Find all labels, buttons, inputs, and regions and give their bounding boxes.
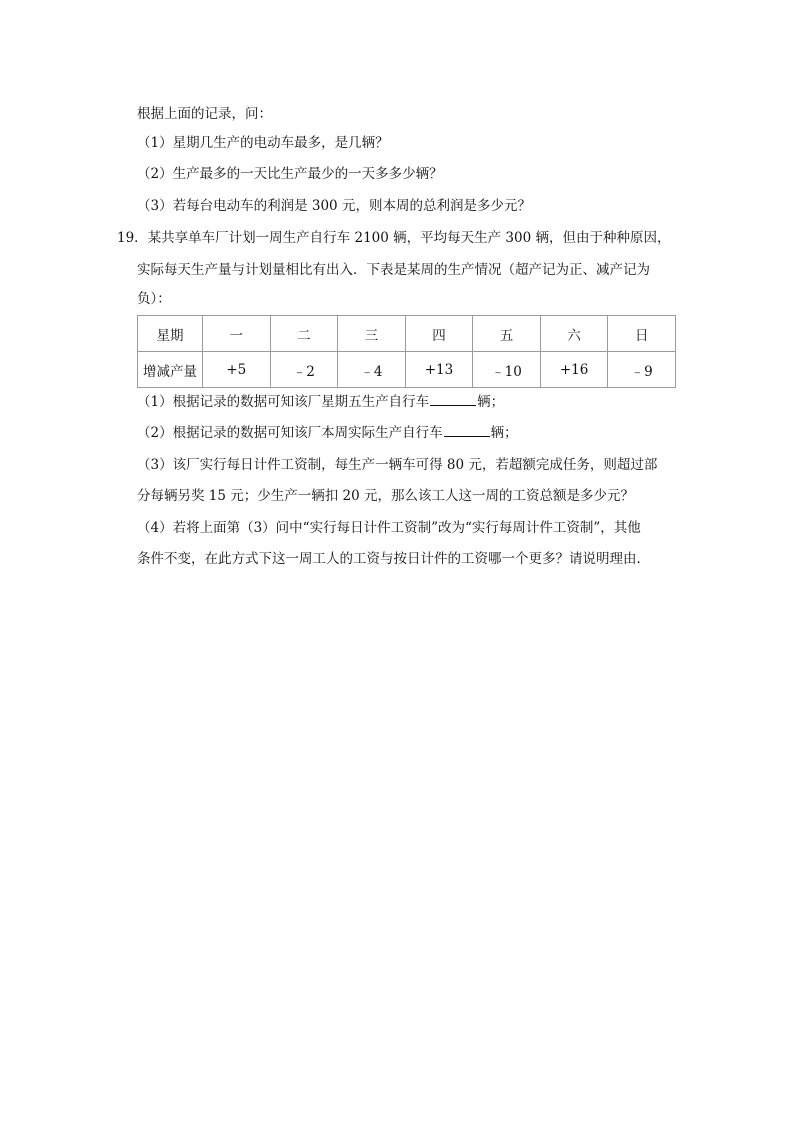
answer-blank-1	[430, 392, 476, 406]
table-day: 五	[473, 316, 541, 352]
question-2-text: （2）根据记录的数据可知该厂本周实际生产自行车	[137, 425, 443, 441]
table-day: 二	[270, 316, 338, 352]
question-1-text: （1）根据记录的数据可知该厂星期五生产自行车	[137, 394, 430, 410]
table-header-row	[138, 316, 676, 352]
prev-question-1: （1）星期几生产的电动车最多，是几辆？	[137, 135, 389, 151]
table-row-label: 增减产量	[138, 352, 203, 388]
production-table	[137, 315, 676, 388]
table-day: 一	[203, 316, 271, 352]
problem-number: 19．	[117, 230, 148, 246]
problem-19-line-3: 负）：	[137, 291, 171, 307]
table-change: ﹣2	[270, 352, 338, 388]
question-1	[137, 392, 504, 412]
table-change: +13	[405, 352, 473, 388]
table-row	[138, 352, 676, 388]
table-day: 六	[540, 316, 608, 352]
prev-question-3: （3）若每台电动车的利润是 300 元，则本周的总利润是多少元？	[137, 198, 531, 214]
question-4-line-2: 条件不变，在此方式下这一周工人的工资与按日计件的工资哪一个更多？请说明理由．	[137, 551, 650, 567]
question-3-line-1: （3）该厂实行每日计件工资制，每生产一辆车可得 80 元，若超额完成任务，则超过部	[137, 457, 658, 473]
question-1-suffix: 辆；	[477, 394, 505, 410]
question-2	[137, 423, 518, 443]
table-header-label: 星期	[138, 316, 203, 352]
table-day: 日	[608, 316, 676, 352]
intro-line: 根据上面的记录，问：	[137, 106, 272, 122]
table-change: +5	[203, 352, 271, 388]
table-day: 三	[338, 316, 406, 352]
question-4-line-1: （4）若将上面第（3）问中“实行每日计件工资制”改为“实行每周计件工资制”，其他	[137, 520, 641, 536]
answer-blank-2	[444, 423, 490, 437]
table-change: ﹣9	[608, 352, 676, 388]
prev-question-2: （2）生产最多的一天比生产最少的一天多多少辆？	[137, 166, 443, 182]
problem-19-line-2: 实际每天生产量与计划量相比有出入．下表是某周的生产情况（超产记为正、减产记为	[137, 262, 650, 278]
question-2-suffix: 辆；	[490, 425, 518, 441]
table-change: ﹣4	[338, 352, 406, 388]
problem-19-line-1	[117, 228, 670, 248]
table-change: +16	[540, 352, 608, 388]
question-3-line-2: 分每辆另奖 15 元；少生产一辆扣 20 元，那么该工人这一周的工资总额是多少元？	[137, 488, 635, 504]
problem-text-1: 某共享单车厂计划一周生产自行车 2100 辆，平均每天生产 300 辆，但由于种种原因，	[147, 230, 671, 246]
table-day: 四	[405, 316, 473, 352]
table-change: ﹣10	[473, 352, 541, 388]
